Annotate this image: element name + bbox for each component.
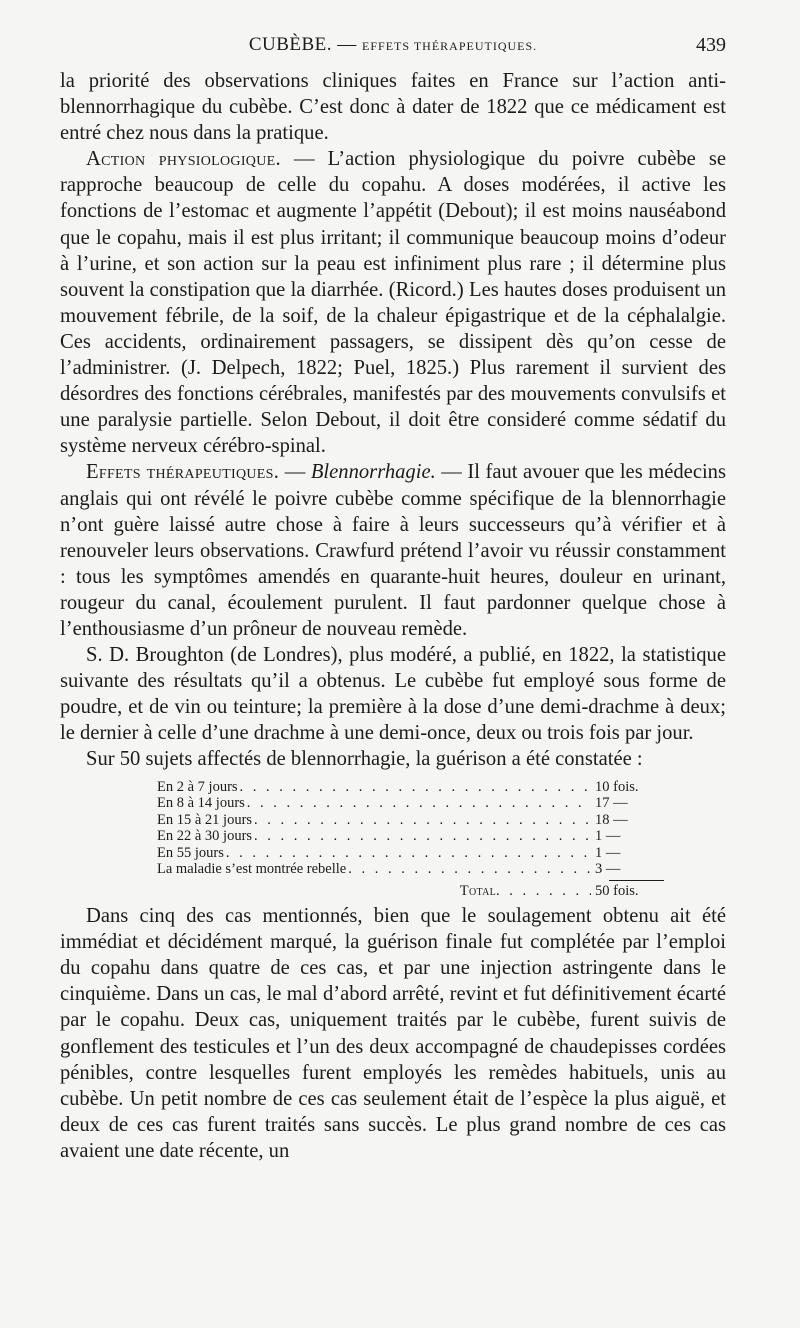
statistics-table [157,779,657,900]
paragraph-cases [60,903,726,1164]
paragraph-text: Dans cinq des cas mentionnés, bien que le soulagement obtenu ait été immédiat et décidément marqué, la guérison finale fut complétée par l’emploi du copahu dans quatre de ces cas, et par une injection astringente dans le cinquième. Dans un cas, le mal d’abord arrêté, revint et fut définitivement écarté par le copahu. Deux cas, uniquement traités par le cubèbe, furent suivis de gonflement des testicules et l’un des deux accompagné de chaudepisses cordées pénibles, contre lesquelles furent employés les remèdes habituels, unis au cubèbe. Un petit nombre de ces cas seulement était de l’espèce la plus aiguë, et deux de ces cas furent traités sans succès. Le plus grand nombre de ces cas avaient une date récente, un [60,905,726,1162]
paragraph-text: S. D. Broughton (de Londres), plus modéré, a publié, en 1822, la statistique suivante des résultats qu’il a obtenus. Le cubèbe fut employé sous forme de poudre, et de vin ou teinture; la première à la dose d’une demi-drachme à deux; le dernier à celle d’une drachme à une demi-once, deux ou trois fois par jour. [60,644,726,745]
section-heading-action: Action physiologique. [86,148,281,171]
paragraph-text: Sur 50 sujets affectés de blennorrhagie, la guérison a été constatée : [86,748,643,771]
running-title-main: CUBÈBE. — [248,34,357,55]
paragraph-text: la priorité des observations cliniques faites en France sur l’action anti-blennorrhagique du cubèbe. C’est donc à dater de 1822 que ce médicament est entré chez nous dans la pratique. [60,70,726,145]
stat-value: 1 — [595,828,621,845]
stat-row [157,795,657,812]
stat-value: 10 fois. [595,778,639,795]
stat-label: En 2 à 7 jours [157,778,238,795]
leader-dots [254,812,591,829]
leader-dots [254,828,591,845]
stat-label: En 8 à 14 jours [157,795,245,812]
running-header [60,34,726,60]
stat-label: En 55 jours [157,844,224,861]
stat-label: En 15 à 21 jours [157,811,253,828]
stat-label: En 22 à 30 jours [157,828,253,845]
stat-row [157,779,657,796]
stat-total-label: Total [459,882,496,899]
stat-row [157,845,657,862]
leader-dots [247,795,591,812]
stat-label: La maladie s’est montrée rebelle [157,861,347,878]
paragraph-continuation [60,68,726,146]
leader-dots [348,861,591,878]
running-title [60,34,726,56]
stat-value: 1 — [595,844,621,861]
heading-separator: — [279,461,311,484]
leader-dots [240,779,591,796]
paragraph-effets-therapeutiques [60,459,726,642]
running-title-sub: EFFETS THÉRAPEUTIQUES. [362,39,538,53]
leader-dots [226,845,591,862]
stat-row [157,812,657,829]
leader-dots [496,883,591,900]
paragraph-action-physiologique [60,146,726,459]
body-text [60,68,726,1164]
stat-total-row [157,883,657,900]
stat-value: 3 — [595,861,621,878]
subheading-blennorrhagie: Blennorrhagie. [310,461,436,484]
stat-row [157,828,657,845]
paragraph-text: — Il faut avouer que les médecins anglais qui ont révélé le poivre cubèbe comme spécifique de la blennorrhagie n’ont guère laissé autre chose à faire à leurs successeurs qu’à vérifier et à renouveler leurs observations. Crawfurd prétend l’avoir vu réussir constamment : tous les symptômes amendés en quarante-huit heures, douleur en urinant, rougeur du canal, écoulement purulent. Il faut pardonner quelque chose à l’enthousiasme d’un prôneur de nouveau remède. [60,461,726,640]
paragraph-statistics-intro [60,746,726,772]
sum-rule [609,880,664,881]
paragraph-broughton [60,642,726,746]
section-heading-effets: Effets thérapeutiques. [86,461,280,484]
stat-value: 18 — [595,811,628,828]
stat-row [157,861,657,878]
paragraph-text: — L’action physiologique du poivre cubèbe se rapproche beaucoup de celle du copahu. A doses modérées, il active les fonctions de l’estomac et augmente l’appétit (Debout); il est moins nauséabond que le copahu, mais il est plus irritant; il communique beaucoup moins d’odeur à l’urine, et son action sur la peau est infiniment plus rare ; il détermine plus souvent la constipation que la diarrhée. (Ricord.) Les hautes doses produisent un mouvement fébrile, de la soif, de la chaleur épigastrique et de la céphalalgie. Ces accidents, ordinairement passagers, se dissipent dès qu’on cesse de l’administrer. (J. Delpech, 1822; Puel, 1825.) Plus rarement il survient des désordres des fonctions cérébrales, manifestés par des mouvements convulsifs et une paralysie partielle. Selon Debout, il doit être consideré comme sédatif du système nerveux cérébro-spinal. [60,148,726,458]
page-number: 439 [696,34,726,56]
stat-value: 17 — [595,795,628,812]
stat-total-value: 50 fois. [595,882,639,899]
